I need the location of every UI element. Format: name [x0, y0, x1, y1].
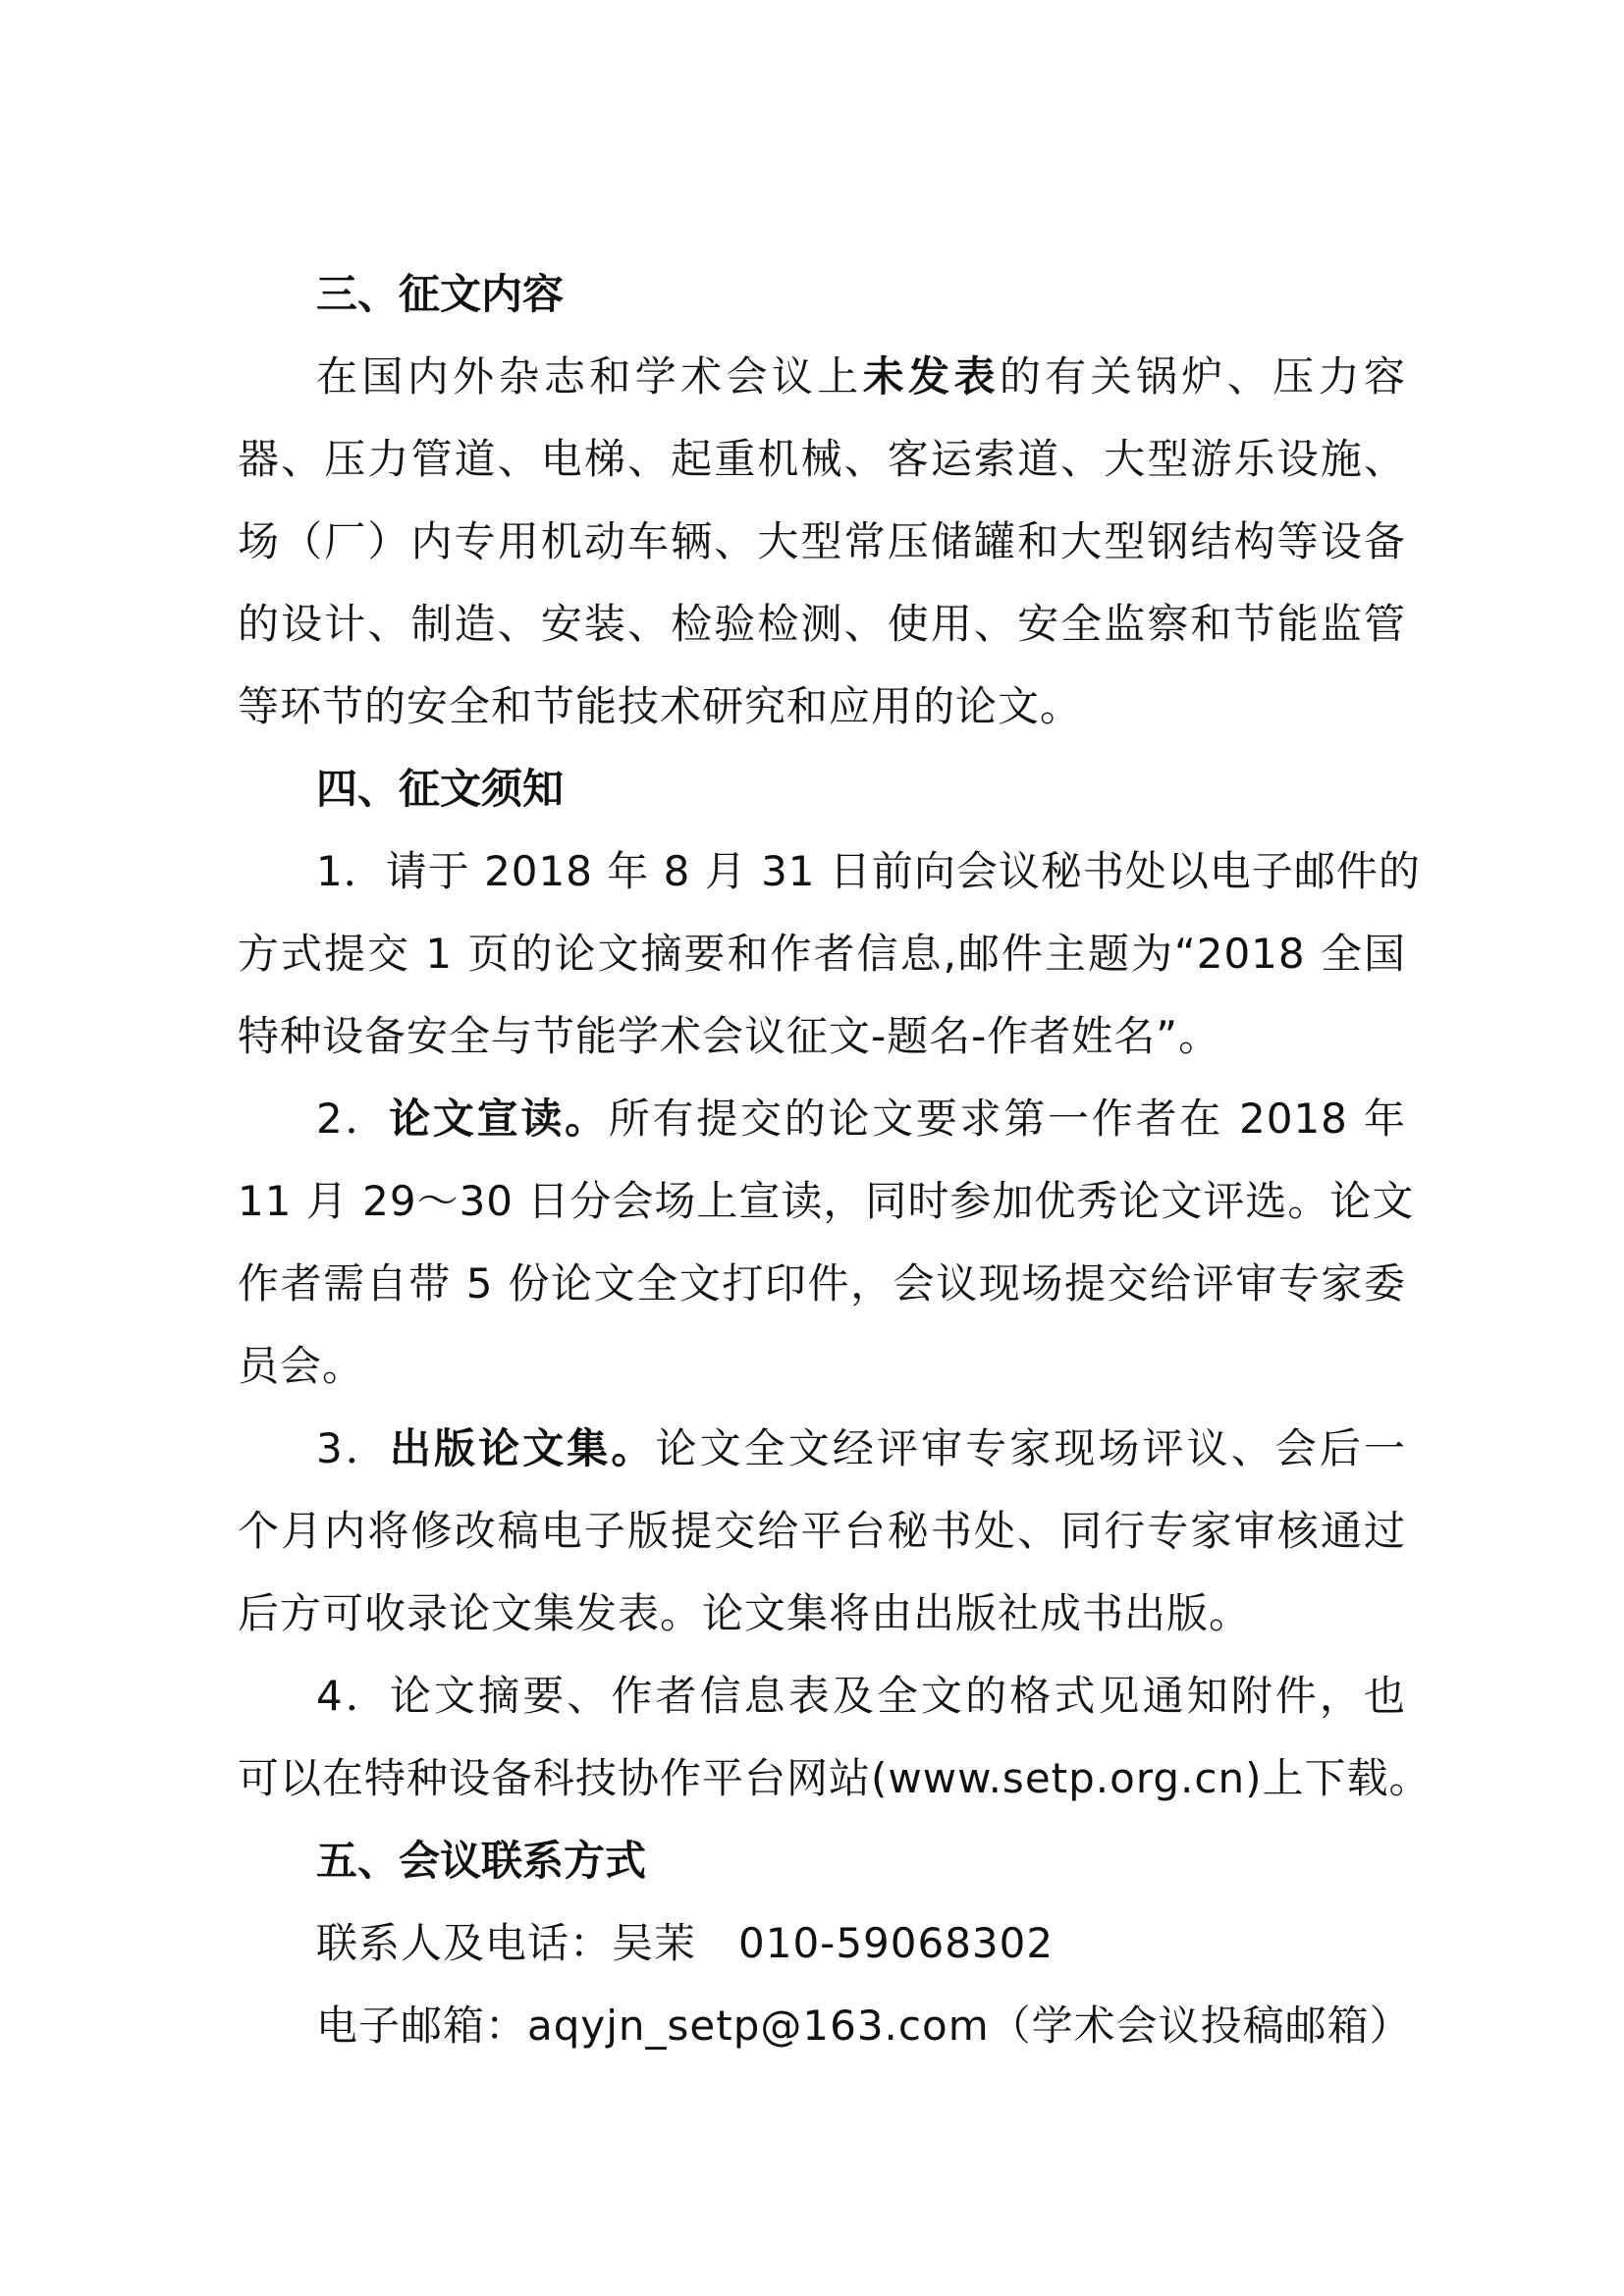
notice-item-2	[238, 1078, 1415, 1408]
paragraph-line: 等环节的安全和节能技术研究和应用的论文。	[238, 682, 1083, 730]
section-3-paragraph	[238, 336, 1406, 748]
paragraph-line: 1．请于 2018 年 8 月 31 日前向会议秘书处以电子邮件的	[316, 847, 1421, 895]
paragraph-line	[316, 1408, 1406, 1490]
text-span: 所有提交的论文要求第一作者在 2018 年	[608, 1095, 1406, 1143]
contact-line: 联系人及电话：吴茉 010-59068302	[316, 1919, 1055, 1967]
emphasis-text: 论文宣读。	[389, 1095, 609, 1143]
text-span: 的有关锅炉、压力容	[999, 352, 1406, 400]
text-span: 3．	[316, 1424, 390, 1472]
paragraph-line: 方式提交 1 页的论文摘要和作者信息,邮件主题为“2018 全国	[238, 930, 1406, 978]
paragraph-line: 场（厂）内专用机动车辆、大型常压储罐和大型钢结构等设备	[238, 517, 1406, 565]
emphasis-text: 未发表	[862, 352, 1000, 400]
text-span: 2．	[316, 1095, 390, 1143]
paragraph-line: 员会。	[238, 1342, 365, 1390]
paragraph-line: 的设计、制造、安装、检验检测、使用、安全监察和节能监管	[238, 600, 1406, 648]
section-heading-5: 五、会议联系方式	[316, 1837, 647, 1885]
paragraph-line: 11 月 29～30 日分会场上宣读，同时参加优秀论文评选。论文	[238, 1177, 1415, 1225]
text-span: 论文全文经评审专家现场评议、会后一	[655, 1424, 1406, 1472]
paragraph-line: 作者需自带 5 份论文全文打印件，会议现场提交给评审专家委	[238, 1259, 1406, 1308]
paragraph-line: 后方可收录论文集发表。论文集将由出版社成书出版。	[238, 1589, 1252, 1637]
paragraph-line: 可以在特种设备科技协作平台网站(www.setp.org.cn)上下载。	[238, 1754, 1432, 1802]
section-heading-4: 四、征文须知	[316, 765, 565, 813]
notice-item-3	[238, 1408, 1406, 1655]
section-heading-3: 三、征文内容	[316, 270, 565, 318]
paragraph-line	[316, 336, 1406, 418]
email-line: 电子邮箱：aqyjn_setp@163.com（学术会议投稿邮箱）	[316, 2002, 1412, 2050]
paragraph-line	[316, 1078, 1406, 1160]
paragraph-line: 器、压力管道、电梯、起重机械、客运索道、大型游乐设施、	[238, 435, 1406, 483]
document-page	[238, 253, 1432, 2067]
notice-item-1	[238, 830, 1421, 1078]
emphasis-text: 出版论文集。	[389, 1424, 656, 1472]
text-span: 在国内外杂志和学术会议上	[316, 352, 863, 400]
paragraph-line: 4．论文摘要、作者信息表及全文的格式见通知附件，也	[316, 1672, 1406, 1720]
notice-item-4	[238, 1655, 1432, 1820]
paragraph-line: 个月内将修改稿电子版提交给平台秘书处、同行专家审核通过	[238, 1507, 1406, 1555]
paragraph-line: 特种设备安全与节能学术会议征文-题名-作者姓名”。	[238, 1012, 1221, 1060]
